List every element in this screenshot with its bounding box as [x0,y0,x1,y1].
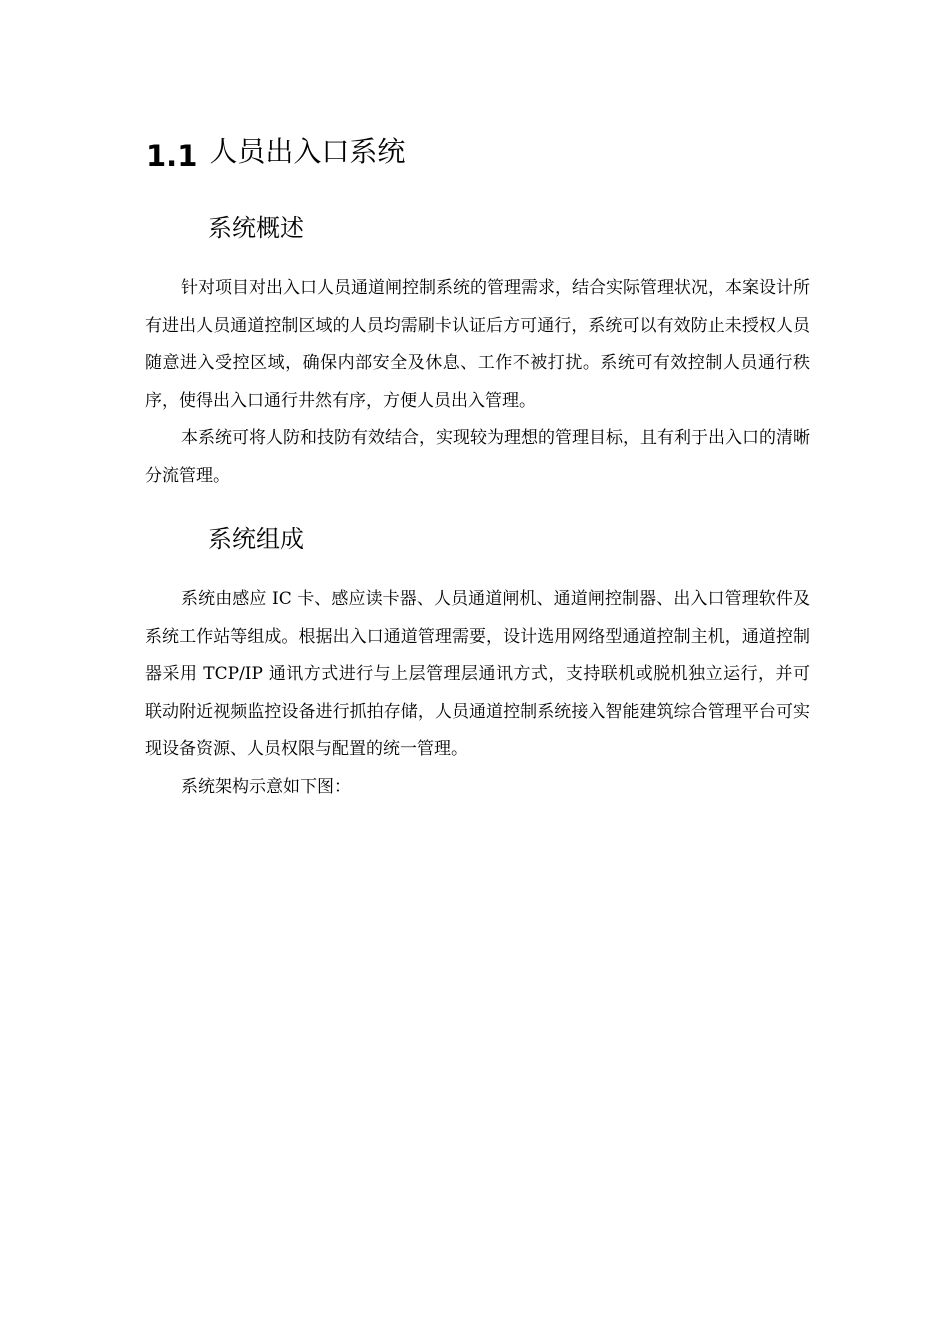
composition-paragraph-2: 系统架构示意如下图： [181,777,351,797]
section-number: 1.1 [146,139,198,173]
section-heading [146,128,405,176]
composition-paragraph-1: 系统由感应 IC 卡、感应读卡器、人员通道闸机、通道闸控制器、出入口管理软件及系统工作站等组成。根据出入口通道管理需要，设计选用网络型通道控制主机，通道控制器采用 TCP/IP 通讯方式进行与上层管理层通讯方式，支持联机或脱机独立运行，并可联动附近视频监控设备进行抓拍存储，人员通道控制系统接入智能建筑综合管理平台可实现设备资源、人员权限与配置的统一管理。 [145,589,810,759]
section-title: 人员出入口系统 [209,135,406,168]
overview-paragraph-2: 本系统可将人防和技防有效结合，实现较为理想的管理目标，且有利于出入口的清晰分流管理。 [145,428,810,486]
overview-paragraph-1: 针对项目对出入口人员通道闸控制系统的管理需求，结合实际管理状况，本案设计所有进出人员通道控制区域的人员均需刷卡认证后方可通行，系统可以有效防止未授权人员随意进入受控区域，确保内部安全及休息、工作不被打扰。系统可有效控制人员通行秩序，使得出入口通行井然有序，方便人员出入管理。 [145,278,810,411]
subsection-heading-overview: 系统概述 [208,214,304,242]
subsection-heading-composition: 系统组成 [208,525,304,553]
